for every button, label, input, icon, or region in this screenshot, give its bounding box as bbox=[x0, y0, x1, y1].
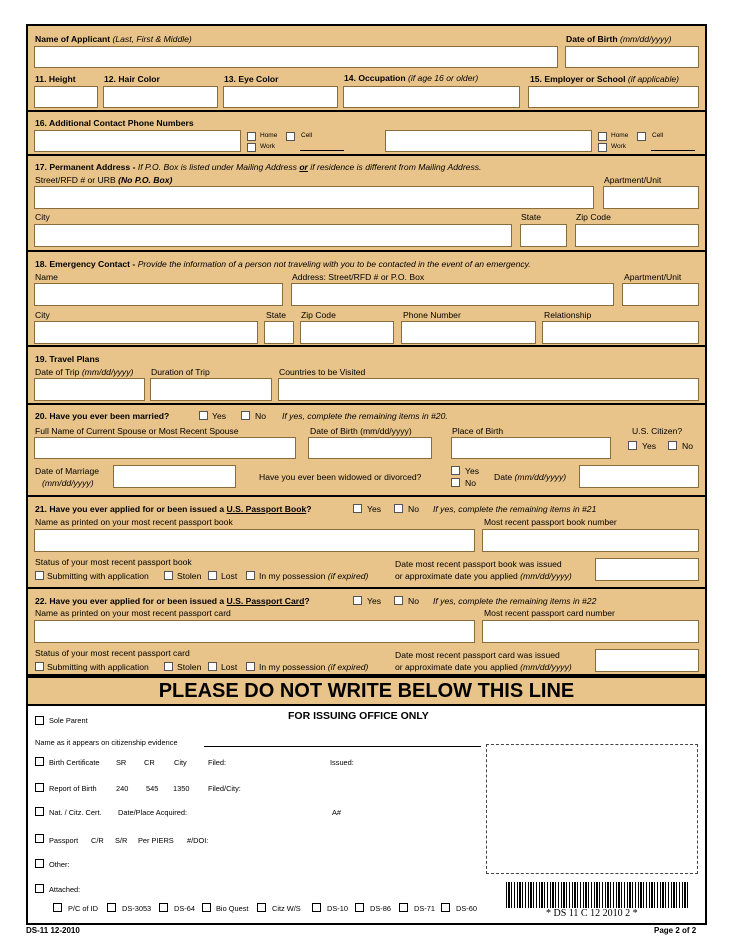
spouse-name-label: Full Name of Current Spouse or Most Recent Spouse bbox=[35, 426, 239, 436]
phone-2-cell-checkbox[interactable] bbox=[637, 132, 646, 141]
att-ds86-checkbox[interactable] bbox=[355, 903, 364, 912]
phone-1-home-checkbox[interactable] bbox=[247, 132, 256, 141]
section-21-title: 21. Have you ever applied for or been issued a U.S. Passport Book? bbox=[35, 504, 312, 514]
phone-2-work-checkbox[interactable] bbox=[598, 143, 607, 152]
attached-item-label: Citz W/S bbox=[272, 904, 301, 913]
book-no-checkbox[interactable] bbox=[394, 504, 403, 513]
married-no-checkbox[interactable] bbox=[241, 411, 250, 420]
employer-field[interactable] bbox=[528, 86, 699, 108]
att-ds71-checkbox[interactable] bbox=[399, 903, 408, 912]
sole-parent-checkbox[interactable] bbox=[35, 716, 44, 725]
spouse-pob-label: Place of Birth bbox=[452, 426, 504, 436]
barcode-image bbox=[506, 882, 690, 908]
book-name-label: Name as printed on your most recent passport book bbox=[35, 517, 233, 527]
trip-duration-label: Duration of Trip bbox=[151, 367, 210, 377]
section-18-title: 18. Emergency Contact - Provide the information of a person not traveling with you to be contacted in the event of an emergency. bbox=[35, 259, 531, 269]
nat-citz-cert-label: Nat. / Citz. Cert. bbox=[49, 808, 102, 817]
widowed-date-field[interactable] bbox=[579, 465, 699, 488]
book-number-label: Most recent passport book number bbox=[484, 517, 617, 527]
card-submitting-checkbox[interactable] bbox=[35, 662, 44, 671]
report-of-birth-label: Report of Birth bbox=[49, 784, 97, 793]
countries-field[interactable] bbox=[278, 378, 699, 401]
book-possession-checkbox[interactable] bbox=[246, 571, 255, 580]
no-label: No bbox=[682, 441, 693, 451]
apartment-label: Apartment/Unit bbox=[604, 175, 662, 185]
ec-phone-field[interactable] bbox=[401, 321, 536, 344]
hair-color-label: 12. Hair Color bbox=[104, 74, 160, 84]
no-label: No bbox=[408, 504, 419, 514]
home-label: Home bbox=[611, 132, 629, 139]
sr-label: S/R bbox=[115, 836, 128, 845]
ec-state-field[interactable] bbox=[264, 321, 294, 344]
street-field[interactable] bbox=[34, 186, 594, 209]
report-of-birth-checkbox[interactable] bbox=[35, 783, 44, 792]
card-status-label: Status of your most recent passport card bbox=[35, 648, 190, 658]
stolen-label: Stolen bbox=[177, 571, 202, 581]
passport-label: Passport bbox=[49, 836, 79, 845]
section-20-title: 20. Have you ever been married? bbox=[35, 411, 170, 421]
issuing-office-section bbox=[26, 706, 707, 925]
lost-label: Lost bbox=[221, 662, 238, 672]
eye-color-label: 13. Eye Color bbox=[224, 74, 279, 84]
page-number: Page 2 of 2 bbox=[654, 926, 697, 935]
ec-relationship-field[interactable] bbox=[542, 321, 699, 344]
nat-citz-cert-checkbox[interactable] bbox=[35, 807, 44, 816]
card-number-label: Most recent passport card number bbox=[484, 608, 615, 618]
form-1350-label: 1350 bbox=[173, 784, 190, 793]
form-545-label: 545 bbox=[146, 784, 159, 793]
widowed-no-checkbox[interactable] bbox=[451, 478, 460, 487]
book-lost-checkbox[interactable] bbox=[208, 571, 217, 580]
filed-label: Filed: bbox=[208, 758, 227, 767]
section-22-title: 22. Have you ever applied for or been issued a U.S. Passport Card? bbox=[35, 596, 310, 606]
book-yes-checkbox[interactable] bbox=[353, 504, 362, 513]
phone-1-cell-checkbox[interactable] bbox=[286, 132, 295, 141]
yes-label: Yes bbox=[465, 466, 480, 476]
phone-1-field[interactable] bbox=[34, 130, 241, 152]
attached-item-label: DS-71 bbox=[414, 904, 435, 913]
cr-label: C/R bbox=[91, 836, 104, 845]
stolen-label: Stolen bbox=[177, 662, 202, 672]
zip-label: Zip Code bbox=[576, 212, 611, 222]
attached-checkbox[interactable] bbox=[35, 884, 44, 893]
applicant-name-field[interactable] bbox=[34, 46, 558, 68]
att-pc-id-checkbox[interactable] bbox=[53, 903, 62, 912]
street-label: Street/RFD # or URB (No P.O. Box) bbox=[35, 175, 173, 185]
yes-label: Yes bbox=[367, 596, 382, 606]
section-17-title: 17. Permanent Address - If P.O. Box is listed under Mailing Address or if residence is different from Mailing Address. bbox=[35, 162, 482, 172]
widowed-date-label: Date (mm/dd/yyyy) bbox=[494, 472, 567, 482]
trip-duration-field[interactable] bbox=[150, 378, 272, 401]
date-place-acquired-label: Date/Place Acquired: bbox=[118, 808, 188, 817]
sole-parent-label: Sole Parent bbox=[49, 716, 88, 725]
book-issued-label-2: or approximate date you applied (mm/dd/yyyy) bbox=[395, 571, 572, 581]
section-applicant bbox=[28, 26, 705, 112]
marriage-date-field[interactable] bbox=[113, 465, 236, 488]
city-label: City bbox=[174, 758, 187, 767]
section-19 bbox=[28, 347, 705, 405]
ec-name-field[interactable] bbox=[34, 283, 283, 306]
section-22 bbox=[28, 589, 705, 676]
card-lost-checkbox[interactable] bbox=[208, 662, 217, 671]
yes-label: Yes bbox=[212, 411, 227, 421]
section-21-note: If yes, complete the remaining items in #21 bbox=[433, 504, 597, 514]
section-16-title: 16. Additional Contact Phone Numbers bbox=[35, 118, 194, 128]
section-19-title: 19. Travel Plans bbox=[35, 354, 100, 364]
section-16 bbox=[28, 112, 705, 156]
possession-label: In my possession (if expired) bbox=[259, 571, 369, 581]
section-20-note: If yes, complete the remaining items in #20. bbox=[282, 411, 448, 421]
card-yes-checkbox[interactable] bbox=[353, 596, 362, 605]
card-issued-label-2: or approximate date you applied (mm/dd/yyyy) bbox=[395, 662, 572, 672]
ec-apartment-label: Apartment/Unit bbox=[624, 272, 682, 282]
filed-city-label: Filed/City: bbox=[208, 784, 241, 793]
card-name-label: Name as printed on your most recent passport card bbox=[35, 608, 231, 618]
widowed-label: Have you ever been widowed or divorced? bbox=[259, 472, 422, 482]
ec-zip-field[interactable] bbox=[300, 321, 394, 344]
card-issued-label: Date most recent passport card was issued bbox=[395, 650, 560, 660]
city-field[interactable] bbox=[34, 224, 512, 247]
card-number-field[interactable] bbox=[482, 620, 699, 643]
att-ds64-checkbox[interactable] bbox=[159, 903, 168, 912]
dob-field[interactable] bbox=[565, 46, 699, 68]
form-240-label: 240 bbox=[116, 784, 129, 793]
citizen-no-checkbox[interactable] bbox=[668, 441, 677, 450]
spouse-pob-field[interactable] bbox=[451, 437, 611, 459]
card-possession-checkbox[interactable] bbox=[246, 662, 255, 671]
other-label: Other: bbox=[49, 860, 70, 869]
book-name-field[interactable] bbox=[34, 529, 475, 552]
card-no-checkbox[interactable] bbox=[394, 596, 403, 605]
other-checkbox[interactable] bbox=[35, 859, 44, 868]
book-issued-field[interactable] bbox=[595, 558, 699, 581]
trip-date-field[interactable] bbox=[34, 378, 145, 401]
submitting-label: Submitting with application bbox=[47, 571, 149, 581]
issued-label: Issued: bbox=[330, 758, 354, 767]
height-label: 11. Height bbox=[35, 74, 76, 84]
ec-zip-label: Zip Code bbox=[301, 310, 336, 320]
section-18 bbox=[28, 252, 705, 347]
attached-item-label: DS-86 bbox=[370, 904, 391, 913]
divider bbox=[651, 150, 695, 151]
ec-apartment-field[interactable] bbox=[622, 283, 699, 306]
card-stolen-checkbox[interactable] bbox=[164, 662, 173, 671]
occupation-field[interactable] bbox=[343, 86, 520, 108]
trip-date-label: Date of Trip (mm/dd/yyyy) bbox=[35, 367, 134, 377]
attached-item-label: P/C of ID bbox=[68, 904, 98, 913]
home-label: Home bbox=[260, 132, 278, 139]
section-22-note: If yes, complete the remaining items in #22 bbox=[433, 596, 597, 606]
attached-item-label: Bio Quest bbox=[216, 904, 249, 913]
citizen-yes-checkbox[interactable] bbox=[628, 441, 637, 450]
ec-city-label: City bbox=[35, 310, 50, 320]
book-stolen-checkbox[interactable] bbox=[164, 571, 173, 580]
submitting-label: Submitting with application bbox=[47, 662, 149, 672]
ec-relationship-label: Relationship bbox=[544, 310, 592, 320]
countries-label: Countries to be Visited bbox=[279, 367, 366, 377]
apartment-field[interactable] bbox=[603, 186, 699, 209]
married-yes-checkbox[interactable] bbox=[199, 411, 208, 420]
cell-label: Cell bbox=[301, 132, 313, 139]
name-evidence-line[interactable] bbox=[204, 746, 481, 747]
att-citz-ws-checkbox[interactable] bbox=[257, 903, 266, 912]
hair-color-field[interactable] bbox=[103, 86, 218, 108]
work-label: Work bbox=[260, 143, 276, 150]
height-field[interactable] bbox=[34, 86, 98, 108]
marriage-date-note: (mm/dd/yyyy) bbox=[42, 478, 94, 488]
book-status-label: Status of your most recent passport book bbox=[35, 557, 192, 567]
passport-checkbox[interactable] bbox=[35, 834, 44, 843]
book-submitting-checkbox[interactable] bbox=[35, 571, 44, 580]
cell-label: Cell bbox=[652, 132, 664, 139]
yes-label: Yes bbox=[367, 504, 382, 514]
attached-item-label: DS-3053 bbox=[122, 904, 152, 913]
employer-label: 15. Employer or School (if applicable) bbox=[530, 74, 680, 84]
form-id: DS-11 12-2010 bbox=[26, 926, 80, 935]
issuing-office-title: FOR ISSUING OFFICE ONLY bbox=[288, 710, 429, 722]
book-issued-label: Date most recent passport book was issued bbox=[395, 559, 562, 569]
ec-name-label: Name bbox=[35, 272, 58, 282]
spouse-dob-label: Date of Birth (mm/dd/yyyy) bbox=[310, 426, 412, 436]
card-name-field[interactable] bbox=[34, 620, 475, 643]
att-bio-quest-checkbox[interactable] bbox=[202, 903, 211, 912]
state-label: State bbox=[521, 212, 542, 222]
barcode-text: * DS 11 C 12 2010 2 * bbox=[546, 908, 638, 919]
ec-city-field[interactable] bbox=[34, 321, 258, 344]
ec-phone-label: Phone Number bbox=[403, 310, 461, 320]
dob-label: Date of Birth (mm/dd/yyyy) bbox=[566, 34, 672, 44]
spouse-dob-field[interactable] bbox=[308, 437, 432, 459]
section-21 bbox=[28, 497, 705, 589]
section-17 bbox=[28, 156, 705, 252]
possession-label: In my possession (if expired) bbox=[259, 662, 369, 672]
us-citizen-label: U.S. Citizen? bbox=[632, 426, 683, 436]
phone-2-home-checkbox[interactable] bbox=[598, 132, 607, 141]
sr-label: SR bbox=[116, 758, 127, 767]
birth-certificate-checkbox[interactable] bbox=[35, 757, 44, 766]
state-field[interactable] bbox=[520, 224, 567, 247]
ec-address-label: Address: Street/RFD # or P.O. Box bbox=[292, 272, 425, 282]
no-label: No bbox=[465, 478, 476, 488]
ec-address-field[interactable] bbox=[291, 283, 614, 306]
book-number-field[interactable] bbox=[482, 529, 699, 552]
widowed-yes-checkbox[interactable] bbox=[451, 466, 460, 475]
att-ds3053-checkbox[interactable] bbox=[107, 903, 116, 912]
att-ds60-checkbox[interactable] bbox=[441, 903, 450, 912]
no-label: No bbox=[255, 411, 266, 421]
attached-item-label: DS-60 bbox=[456, 904, 477, 913]
divider bbox=[300, 150, 344, 151]
do-not-write-banner: PLEASE DO NOT WRITE BELOW THIS LINE bbox=[26, 676, 707, 706]
cr-label: CR bbox=[144, 758, 155, 767]
marriage-date-label: Date of Marriage bbox=[35, 466, 100, 476]
name-evidence-label: Name as it appears on citizenship evidence bbox=[35, 738, 178, 747]
form-upper bbox=[26, 24, 707, 676]
applicant-name-label: Name of Applicant (Last, First & Middle) bbox=[35, 34, 192, 44]
yes-label: Yes bbox=[642, 441, 657, 451]
birth-certificate-label: Birth Certificate bbox=[49, 758, 100, 767]
phone-1-work-checkbox[interactable] bbox=[247, 143, 256, 152]
section-20 bbox=[28, 405, 705, 497]
work-label: Work bbox=[611, 143, 627, 150]
occupation-label: 14. Occupation (if age 16 or older) bbox=[344, 73, 479, 83]
stamp-area bbox=[486, 744, 698, 874]
city-label: City bbox=[35, 212, 50, 222]
eye-color-field[interactable] bbox=[223, 86, 338, 108]
lost-label: Lost bbox=[221, 571, 238, 581]
card-issued-field[interactable] bbox=[595, 649, 699, 672]
per-piers-label: Per PIERS bbox=[138, 836, 174, 845]
phone-2-field[interactable] bbox=[385, 130, 592, 152]
no-label: No bbox=[408, 596, 419, 606]
spouse-name-field[interactable] bbox=[34, 437, 296, 459]
attached-item-label: DS-10 bbox=[327, 904, 348, 913]
zip-field[interactable] bbox=[575, 224, 699, 247]
attached-item-label: DS-64 bbox=[174, 904, 195, 913]
doi-label: #/DOI: bbox=[187, 836, 209, 845]
ec-state-label: State bbox=[266, 310, 287, 320]
attached-label: Attached: bbox=[49, 885, 81, 894]
att-ds10-checkbox[interactable] bbox=[312, 903, 321, 912]
a-number-label: A# bbox=[332, 808, 342, 817]
